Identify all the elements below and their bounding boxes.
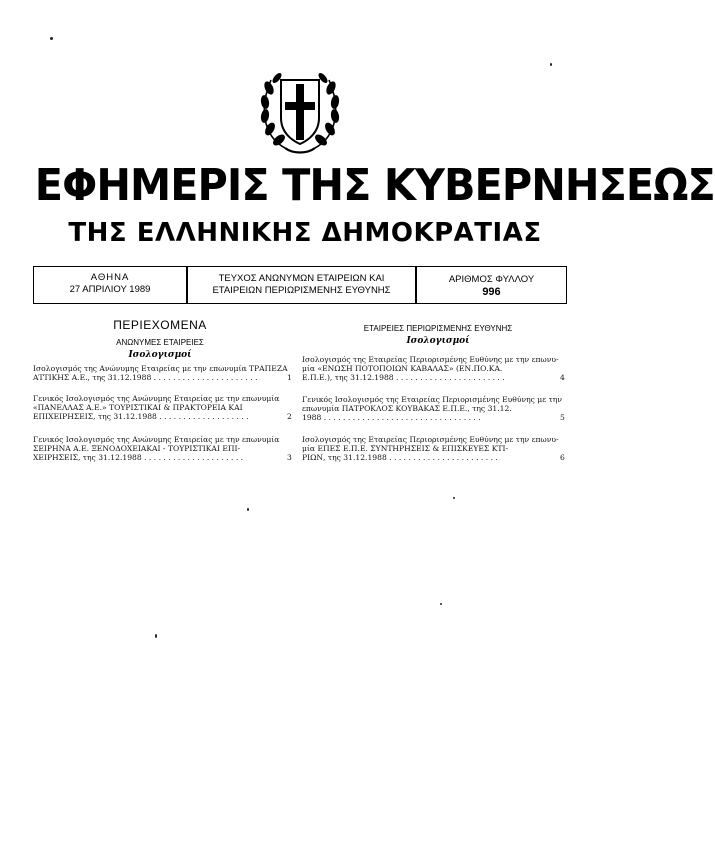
entry-page-number: 1	[287, 373, 292, 382]
contents-entry	[302, 435, 567, 462]
issue-type-line-1: ΤΕΥΧΟΣ ΑΝΩΝΥΜΩΝ ΕΤΑΙΡΕΙΩΝ ΚΑΙ	[218, 273, 385, 284]
entry-line: Ισολογισμός της Εταιρείας Περιορισμένης Ευθύνης με την επωνυ-	[302, 435, 559, 444]
entry-page-number: 3	[287, 453, 292, 462]
entry-page-number: 6	[560, 453, 565, 462]
contents-entry	[33, 394, 293, 421]
contents-entry	[33, 364, 293, 382]
issue-date: 27 ΑΠΡΙΛΙΟΥ 1989	[69, 284, 151, 295]
contents-heading: ΠΕΡΙΕΧΟΜΕΝΑ	[113, 318, 207, 332]
entry-page-number: 2	[287, 412, 292, 421]
place-date-box	[33, 266, 187, 304]
entry-line: ΕΠΙΧΕΙΡΗΣΕΙΣ, της 31.12.1988 . . . . . . . . . . . . . . . . . . .	[33, 412, 249, 421]
entry-line: ΑΤΤΙΚΗΣ Α.Ε., της 31.12.1988 . . . . . . . . . . . . . . . . . . . . . .	[33, 373, 258, 382]
gazette-subtitle: ΤΗΣ ΕΛΛΗΝΙΚΗΣ ΔΗΜΟΚΡΑΤΙΑΣ	[68, 218, 542, 248]
scan-speck	[247, 508, 249, 511]
scan-speck	[550, 63, 552, 66]
entry-line: ΡΙΩΝ, της 31.12.1988 . . . . . . . . . . . . . . . . . . . . . . .	[302, 453, 498, 462]
contents-entry	[33, 435, 293, 462]
entry-page-number: 5	[560, 413, 565, 422]
contents-entry	[302, 355, 567, 382]
entry-line: Ισολογισμός της Ανώνυμης Εταιρείας με την επωνυμία ΤΡΑΠΕΖΑ	[33, 364, 288, 373]
scan-speck	[50, 37, 53, 40]
entry-line: επωνυμία ΠΑΤΡΟΚΛΟΣ ΚΟΥΒΑΚΑΣ Ε.Π.Ε., της 31.12.	[302, 404, 512, 413]
place-label: ΑΘΗΝΑ	[90, 272, 130, 283]
entry-line: Ε.Π.Ε.), της 31.12.1988 . . . . . . . . . . . . . . . . . . . . . . .	[302, 373, 505, 382]
entry-line: Ισολογισμός της Εταιρείας Περιορισμένης Ευθύνης με την επωνυ-	[302, 355, 559, 364]
entry-line: μία ΕΠΕΣ Ε.Π.Ε. ΣΥΝΤΗΡΗΣΕΙΣ & ΕΠΙΣΚΕΥΕΣ ΚΤΙ-	[302, 444, 509, 453]
entry-page-number: 4	[560, 373, 565, 382]
left-category-heading: ΑΝΩΝΥΜΕΣ ΕΤΑΙΡΕΙΕΣ	[116, 338, 204, 347]
entry-line: μία «ΕΝΩΣΗ ΠΟΤΟΠΟΙΩΝ ΚΑΒΑΛΑΣ» (ΕΝ.ΠΟ.ΚΑ.	[302, 364, 503, 373]
scan-speck	[440, 603, 442, 605]
right-category-heading: ΕΤΑΙΡΕΙΕΣ ΠΕΡΙΩΡΙΣΜΕΝΗΣ ΕΥΘΥΝΗΣ	[363, 324, 513, 333]
left-subcategory-heading: Ισολογισμοί	[128, 350, 192, 360]
scan-speck	[155, 634, 157, 638]
entry-line: ΣΕΙΡΗΝΑ Α.Ε. ΞΕΝΟΔΟΧΕΙΑΚΑΙ - ΤΟΥΡΙΣΤΙΚΑΙ ΕΠΙ-	[33, 444, 241, 453]
sheet-number-box	[416, 266, 567, 304]
entry-line: Γενικός Ισολογισμός της Ανώνυμης Εταιρείας με την επωνυμία	[33, 435, 280, 444]
gazette-title: ΕΦΗΜΕΡΙΣ ΤΗΣ ΚΥΒΕΡΝΗΣΕΩΣ	[34, 160, 715, 211]
entry-line: Γενικός Ισολογισμός της Εταιρείας Περιορισμένης Ευθύνης με την	[302, 395, 562, 404]
issue-type-line-2: ΕΤΑΙΡΕΙΩΝ ΠΕΡΙΩΡΙΣΜΕΝΗΣ ΕΥΘΥΝΗΣ	[212, 285, 391, 296]
sheet-number: 996	[482, 286, 501, 298]
sheet-number-label: ΑΡΙΘΜΟΣ ΦΥΛΛΟΥ	[448, 274, 535, 285]
issue-type-box	[187, 266, 416, 304]
entry-line: 1988 . . . . . . . . . . . . . . . . . . . . . . . . . . . . . . . . .	[302, 413, 481, 422]
entry-line: Γενικός Ισολογισμός της Ανώνυμης Εταιρείας με την επωνυμία	[33, 394, 280, 403]
entry-line: «ΠΑΝΕΛΛΑΣ Α.Ε.» ΤΟΥΡΙΣΤΙΚΑΙ & ΠΡΑΚΤΟΡΕΙΑ ΚΑΙ	[33, 403, 243, 412]
contents-entry	[302, 395, 567, 422]
entry-line: ΧΕΙΡΗΣΕΙΣ, της 31.12.1988 . . . . . . . . . . . . . . . . . . . . .	[33, 453, 244, 462]
right-subcategory-heading: Ισολογισμοί	[406, 336, 470, 346]
coat-of-arms-emblem	[255, 58, 345, 158]
scan-speck	[453, 497, 455, 499]
